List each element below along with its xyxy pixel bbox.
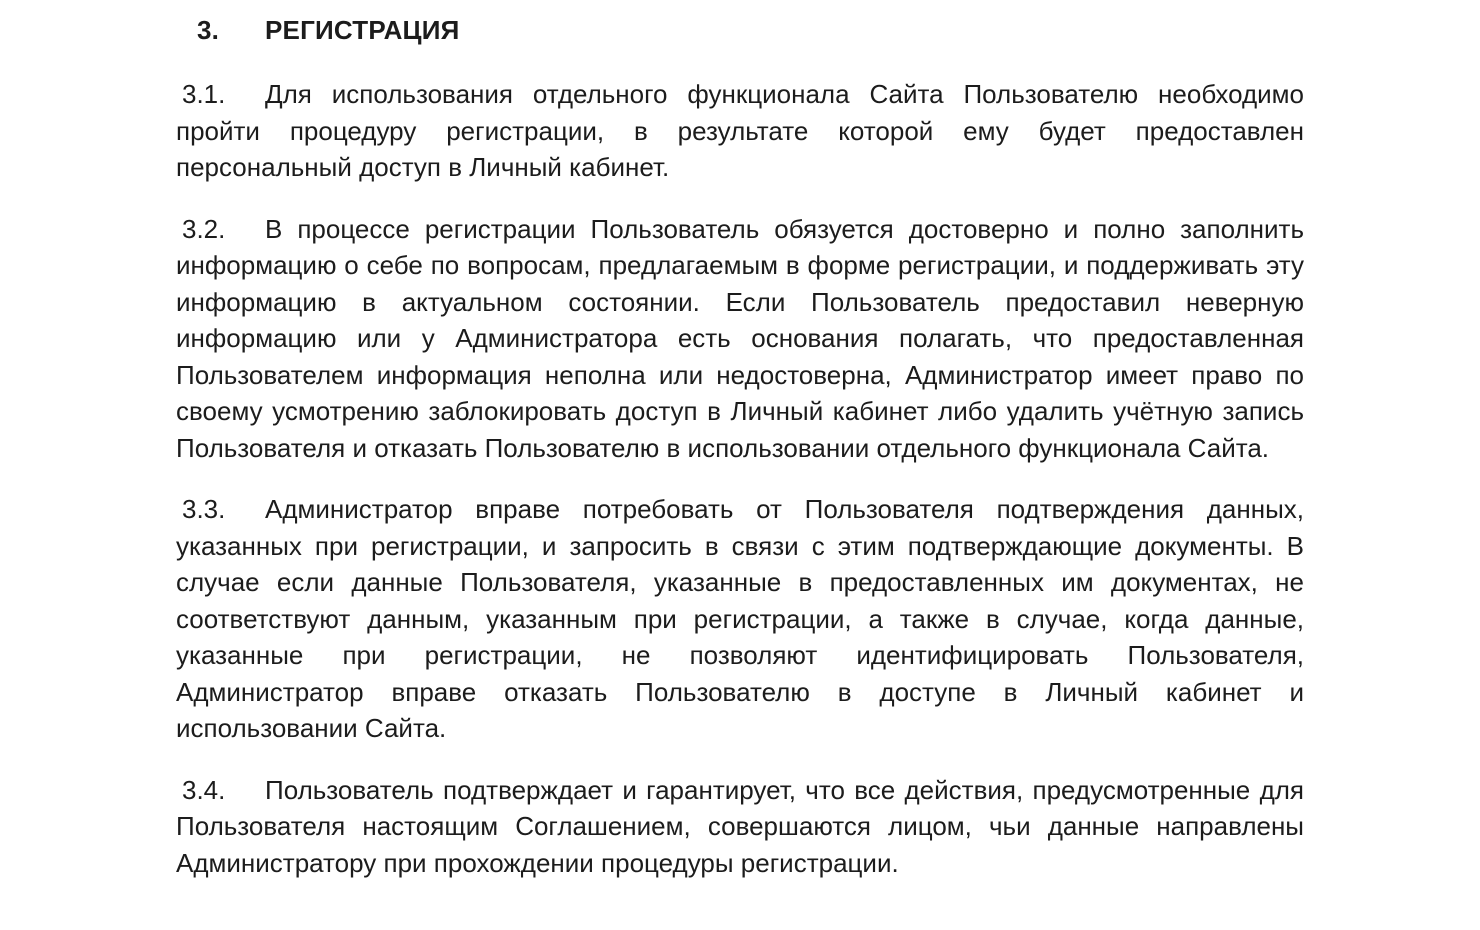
clause-3-2 bbox=[176, 211, 1304, 467]
clause-number: 3.2. bbox=[182, 213, 226, 244]
clause-number: 3.3. bbox=[182, 494, 226, 524]
clause-3-3 bbox=[176, 491, 1304, 747]
document-page bbox=[176, 10, 1304, 906]
section-number: 3. bbox=[197, 15, 220, 45]
clause-text: Администратор вправе потребовать от Пользователя подтверждения данных, указанных при регистрации, и запросить в связи с этим подтверждающие документы. В случае если данные Пользователя, указанные в предоставленных им документах, не соответствуют данным, указанным при регистрации, а также в случае, когда данные, указанные при регистрации, не позволяют идентифицировать Пользователя, Администратор вправе отказать Пользователю в доступе в Личный кабинет и использовании Сайта. bbox=[176, 494, 1304, 743]
section-title: РЕГИСТРАЦИЯ bbox=[265, 15, 460, 45]
clause-number: 3.1. bbox=[182, 79, 226, 109]
clause-number: 3.4. bbox=[182, 774, 226, 805]
clause-text: Для использования отдельного функционала Сайта Пользователю необходимо пройти процедуру регистрации, в результате которой ему будет предоставлен персональный доступ в Личный кабинет. bbox=[176, 79, 1304, 182]
clause-3-4 bbox=[176, 772, 1304, 882]
clause-3-1 bbox=[176, 76, 1304, 186]
clause-text: Пользователь подтверждает и гарантирует, что все действия, предусмотренные для Пользователя настоящим Соглашением, совершаются лицом, чьи данные направлены Администратору при прохождении процедуры регистрации. bbox=[176, 774, 1304, 878]
section-heading bbox=[176, 10, 1304, 50]
clause-text: В процессе регистрации Пользователь обязуется достоверно и полно заполнить информацию о себе по вопросам, предлагаемым в форме регистрации, и поддерживать эту информацию в актуальном состоянии. Если Пользователь предоставил неверную информацию или у Администратора есть основания полагать, что предоставленная Пользователем информация неполна или недостоверна, Администратор имеет право по своему усмотрению заблокировать доступ в Личный кабинет либо удалить учётную запись Пользователя и отказать Пользователю в использовании отдельного функционала Сайта. bbox=[176, 213, 1304, 463]
